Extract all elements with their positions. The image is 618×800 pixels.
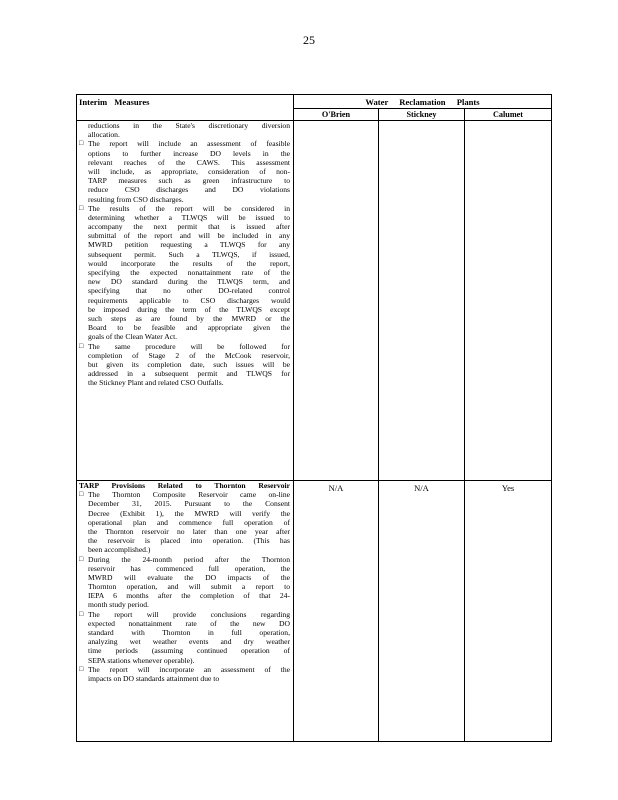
value-calumet <box>465 121 552 481</box>
measure-text-line <box>79 518 290 527</box>
line-text: MWRD petition requesting a TLWQS for any <box>88 240 290 250</box>
line-text: IEPA 6 months after the completion of that 24- <box>88 591 290 601</box>
measure-text-line <box>79 195 290 204</box>
value-obrien <box>294 121 379 481</box>
measure-text-line <box>79 240 290 249</box>
measure-text-line <box>79 250 290 259</box>
measure-text-line <box>79 231 290 240</box>
value-stickney <box>379 121 465 481</box>
measure-text-line <box>79 167 290 176</box>
measure-text-line <box>79 158 290 167</box>
line-text: such steps as are found by the MWRD or the <box>88 313 290 323</box>
measure-text-line <box>79 268 290 277</box>
measure-text-line <box>79 619 290 628</box>
line-text: Board to be feasible and appropriate given the <box>88 323 290 333</box>
measure-text-line <box>79 610 290 619</box>
value-obrien: N/A <box>294 481 379 742</box>
value-calumet: Yes <box>465 481 552 742</box>
bullet-box-icon: □ <box>79 203 84 212</box>
column-header-stickney: Stickney <box>379 109 465 121</box>
line-text: standard with Thornton in full operation, <box>88 628 290 637</box>
line-text: options to further increase DO levels in the <box>88 148 290 158</box>
measure-text-line <box>79 646 290 655</box>
measure-text-line <box>79 490 290 499</box>
line-text: determining whether a TLWQS will be issued to <box>88 212 290 222</box>
line-text: been accomplished.) <box>88 545 151 555</box>
measure-text-line <box>79 509 290 518</box>
line-text: requirements applicable to CSO discharges would <box>88 295 290 305</box>
bullet-box-icon: □ <box>79 490 84 499</box>
measure-text-line <box>79 564 290 573</box>
plants-group-header: Water Reclamation Plants <box>294 95 552 109</box>
line-text: The results of the report will be considered in <box>88 203 290 213</box>
measure-text-line <box>79 573 290 582</box>
measure-text-line <box>79 527 290 536</box>
measure-text-line <box>79 185 290 194</box>
measure-text-line <box>79 628 290 637</box>
measures-cell <box>77 481 294 742</box>
line-text: the reservoir is placed into operation. (This has <box>88 536 290 546</box>
line-text: completion of Stage 2 of the McCook reservoir, <box>88 350 290 360</box>
measure-text-line <box>79 222 290 231</box>
line-text: Thornton operation, and will submit a report to <box>88 582 290 592</box>
line-text: Decree (Exhibit 1), the MWRD will verify the <box>88 508 290 518</box>
measure-text-line <box>79 139 290 148</box>
line-text: resulting from CSO discharges. <box>88 194 184 204</box>
bullet-box-icon: □ <box>79 609 84 618</box>
line-text: analyzing wet weather events and dry weather <box>88 637 290 647</box>
line-text: subsequent permit. Such a TLWQS, if issued, <box>88 249 290 259</box>
line-text: will include, as appropriate, consideration of non- <box>88 166 290 176</box>
measure-text-line <box>79 369 290 378</box>
measure-text-line <box>79 378 290 387</box>
measure-text-line <box>79 342 290 351</box>
line-text: month study period. <box>88 600 149 610</box>
section-title: TARP Provisions Related to Thornton Reservoir <box>79 481 290 490</box>
table-header-row <box>77 95 552 109</box>
line-text: goals of the Clean Water Act. <box>88 332 178 342</box>
measure-text-line <box>79 351 290 360</box>
line-text: allocation. <box>88 130 120 140</box>
column-header-obrien: O'Brien <box>294 109 379 121</box>
measures-cell <box>77 121 294 481</box>
measure-text-line <box>79 332 290 341</box>
interim-measures-header: Interim Measures <box>77 95 294 121</box>
measure-text-line <box>79 314 290 323</box>
interim-measures-table <box>76 94 552 742</box>
line-text: expected nonattainment rate of the new DO <box>88 618 290 628</box>
measure-text-line <box>79 130 290 139</box>
bullet-box-icon: □ <box>79 139 84 148</box>
measure-text-line <box>79 323 290 332</box>
column-header-calumet: Calumet <box>465 109 552 121</box>
measure-text-line <box>79 286 290 295</box>
line-text: The report will include an assessment of feasible <box>88 139 290 149</box>
measure-text-line <box>79 582 290 591</box>
line-text: SEPA stations whenever operable). <box>88 655 195 665</box>
line-text: specifying the expected nonattainment rate of the <box>88 268 290 277</box>
line-text: During the 24-month period after the Thornton <box>88 554 290 564</box>
line-text: TARP measures such as green infrastructure to <box>88 176 290 186</box>
line-text: submittal of the report and will be included in any <box>88 231 290 241</box>
line-text: The report will provide conclusions regarding <box>88 609 290 619</box>
measure-text-line <box>79 545 290 554</box>
line-text: MWRD will evaluate the DO impacts of the <box>88 572 290 582</box>
line-text: specifying that no other DO-related control <box>88 286 290 296</box>
measure-text-line <box>79 536 290 545</box>
measure-text-line <box>79 121 290 130</box>
table-row <box>77 121 552 481</box>
line-text: time periods (assuming continued operation of <box>88 646 290 656</box>
line-text: The same procedure will be followed for <box>88 341 290 351</box>
measure-text-line <box>79 656 290 665</box>
line-text: the Thornton reservoir no later than one year after <box>88 526 290 536</box>
line-text: impacts on DO standards attainment due to <box>88 673 220 683</box>
line-text: The Thornton Composite Reservoir came on-line <box>88 490 290 500</box>
line-text: reductions in the State's discretionary diversion <box>88 121 290 130</box>
line-text: The report will incorporate an assessment of the <box>88 664 290 674</box>
line-text: but given its completion date, such issues will be <box>88 359 290 369</box>
measure-text-line <box>79 176 290 185</box>
measure-text-line <box>79 149 290 158</box>
line-text: December 31, 2015. Pursuant to the Consent <box>88 499 290 509</box>
line-text: relevant reaches of the CAWS. This assessment <box>88 157 290 167</box>
measure-text-line <box>79 637 290 646</box>
measure-text-line <box>79 665 290 674</box>
value-stickney: N/A <box>379 481 465 742</box>
line-text: reservoir has commenced full operation, the <box>88 563 290 573</box>
line-text: reduce CSO discharges and DO violations <box>88 185 290 195</box>
measure-text-line <box>79 213 290 222</box>
measure-text-line <box>79 600 290 609</box>
measure-text-line <box>79 305 290 314</box>
line-text: the Stickney Plant and related CSO Outfalls. <box>88 378 224 388</box>
bullet-box-icon: □ <box>79 664 84 673</box>
line-text: addressed in a subsequent permit and TLWQS for <box>88 369 290 379</box>
measure-text-line <box>79 591 290 600</box>
line-text: accompany the next permit that is issued after <box>88 222 290 232</box>
table-row <box>77 481 552 742</box>
bullet-box-icon: □ <box>79 554 84 563</box>
measure-text-line <box>79 259 290 268</box>
line-text: new DO standard during the TLWQS term, and <box>88 277 290 287</box>
line-text: operational plan and commence full operation of <box>88 517 290 527</box>
page-number: 25 <box>303 33 315 47</box>
measure-text-line <box>79 674 290 683</box>
measure-text-line <box>79 296 290 305</box>
measure-text-line <box>79 277 290 286</box>
measure-text-line <box>79 360 290 369</box>
measure-text-line <box>79 499 290 508</box>
bullet-box-icon: □ <box>79 341 84 350</box>
line-text: would incorporate the results of the report, <box>88 258 290 268</box>
line-text: be imposed during the term of the TLWQS except <box>88 304 290 314</box>
measure-text-line <box>79 204 290 213</box>
measure-text-line <box>79 555 290 564</box>
